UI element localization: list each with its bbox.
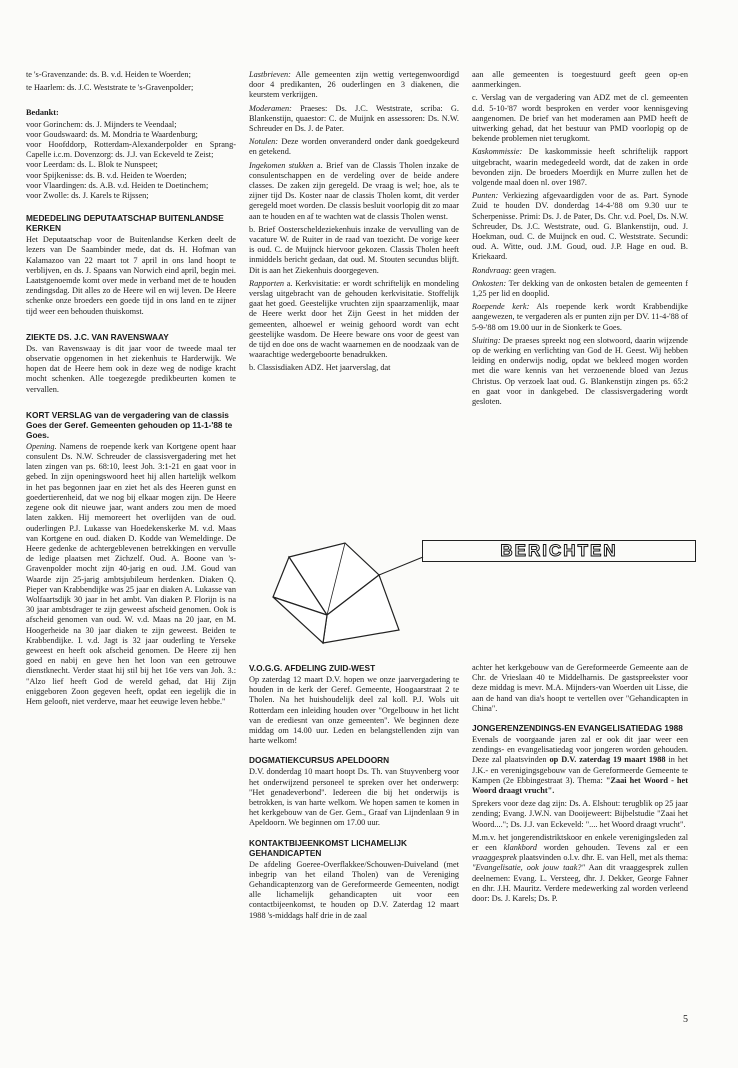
text-run: in het J.K.- en verenigingsgebouw van de Gereformeerde Gemeente te Kampen (2e Ebbingestraat 3). Thema: (472, 755, 688, 785)
bedankt-line: voor Hoofddorp, Rotterdam-Alexanderpolder en Sprang-Capelle i.c.m. Dovenzorg: ds. J.J. van Eckeveld te Zeist; (26, 140, 236, 160)
column-left (26, 70, 236, 710)
item-label: Moderamen: (249, 103, 292, 113)
item-text: c. Verslag van de vergadering van ADZ met de cl. gemeenten d.d. 5-10-'87 wordt besproken en verder voor kennisgeving aangenomen. De brief van het moderamen aan PMD heeft de uitwerking gehad, dat het bestuur van PMD voorlopig op de bekende problemen niet terugkomt. (472, 93, 688, 144)
opening-text: Namens de roepende kerk van Kortgene opent haar consulent Ds. N.W. Schreuder de classisvergadering met het laten zingen van ps. 68:10, leest Joh. 3:1-21 en gaat voor in gebed. In zijn openingswoord heet hij allen hartelijk welkom in het pas begonnen jaar en ziet het als des Heeren gunst en goedertierenheid, dat we nog bij elkaar mogen zijn. De Heere zegene ook dit nieuwe jaar, want anders zou men de moed laten zakken. Hij memoreert het overlijden van de oud. ouderlingen P.J. Lukasse van Hoedekenskerke M. v.d. Maas van Kortgene en oud. diaken D. Kodde van Wemeldinge. De Heere gedenke de achtergeblevenen betrekkingen en vervulle de ledige plaatsen met Zichzelf. Oud. A. Boone van 's-Gravenpolder mocht zijn 40-jarig en oud. J.M. Goud van Waarde zijn 25-jarig ambtsjubileum herdenken. Diaken Q. Pieper van Krabbendijke was 25 jaar en diaken A. Lukasse van Wolfaartsdijk 30 jaar in het ambt. Van diaken P. Florijn is na 30 jaar ambtsdrager te zijn geweest afscheid genomen. Ook is afscheid genomen van oud. W. v.d. Maas na 20 jaar, en M. Hoogerheide na 30 jaar diaken te zijn geweest. Beiden te Krabbendijke. I. v.d. Jagt is 32 jaar ouderling te Yerseke geweest en heeft ook afscheid genomen. De Heere zij hen goed en nabij en geve hen het loon van een getrouwe dienstknecht. Verder staat hij stil bij het 16e vers van Joh. 3.: "Alzo lief heeft God de wereld gehad, dat Hij Zijn eniggeboren Zoon gegeven heeft, opdat een iegelijk die in Hem gelooft, niet verderve, maar het eeuwige leven hebbe." (26, 441, 236, 706)
verslag-item (249, 70, 459, 101)
kontakt-title: KONTAKTBIJEENKOMST LICHAMELIJK GEHANDICAPTEN (249, 837, 407, 858)
verslag-item (472, 266, 688, 276)
bedankt-line: voor Spijkenisse: ds. B. v.d. Heiden te Woerden; (26, 170, 187, 180)
item-label: Lastbrieven: (249, 70, 291, 79)
bedankt-line: voor Zwolle: ds. J. Karels te Rijssen; (26, 191, 149, 201)
verslag-item (249, 225, 459, 276)
column-middle (249, 70, 459, 377)
item-text: a. Brief van de Classis Tholen inzake de consulentschappen en de verdeling over de beide andere classes. De zaken zijn geregeld. De vraag is wel; hoe, als te zijner tijd Ds. Koster naar de classis Tholen komt, dit verder geregeld moet worden. De classis besluit voorlopig dit zo maar aan te houden en af te wachten wat de classis Tholen wenst. (249, 160, 459, 221)
column-right-bottom (472, 663, 688, 907)
column-middle-bottom (249, 663, 459, 924)
text-run: worden gehouden. Tevens zal er een (536, 843, 688, 853)
text-italic: klankbord (503, 843, 537, 853)
berichten-title-box (422, 540, 696, 562)
item-text: Deze worden onveranderd onder dank goedgekeurd en getekend. (249, 137, 459, 157)
verslag-item (249, 137, 459, 157)
column-right (472, 70, 688, 410)
item-label: Onkosten: (472, 278, 507, 288)
verslag-item (472, 279, 688, 299)
kort-verslag-title: KORT VERSLAG van de vergadering van de classis Goes der Geref. Gemeenten gehouden op 11-1-'88 te Goes. (26, 409, 233, 440)
item-text: geen vragen. (511, 265, 557, 275)
item-text: aan alle gemeenten is toegestuurd geeft geen op-en aanmerkingen. (472, 70, 688, 90)
text-run: M.m.v. het jongerendistriktskoor en enkele verenigingsleden zal er een (472, 832, 688, 853)
item-label: Punten: (472, 191, 499, 201)
verslag-item (472, 336, 688, 407)
item-text: De praeses spreekt nog een slotwoord, daarin wijzende op de werking en verlichting van God de H. Geest. Wij hebben leiding en onderwijs nodig, opdat we bekleed mogen worden met die ware kennis van het verzoenende bloed van Jezus Christus. Op verzoek laat oud. G. Blankenstijn zingen ps. 65:2 en gaat voor in dankgebed. De classisvergadering wordt gesloten. (472, 335, 688, 407)
verslag-item (472, 70, 688, 90)
vogg-text: Op zaterdag 12 maart D.V. hopen we onze jaarvergadering te houden in de kerk der Geref. Gemeente, Hoogaarstraat 2 te Tholen. Na het huishoudelijk deel zal koll. P.J. Wols uit Rotterdam een inleiding houden over "Orgelbouw in het licht van de erediesnt van onze gemeenten". We beginnen deze middag om 14.00 uur. Leden en belangstellenden zijn van harte welkom! (249, 675, 459, 746)
envelope-icon (249, 535, 449, 650)
theme-highlight: "Zaai het Woord - het Woord draagt vrucht". (472, 775, 688, 796)
ziekte-text: Ds. van Ravenswaay is dit jaar voor de tweede maal ter observatie opgenomen in het ziekenhuis te Harderwijk. We hopen dat de Heere hem ook in deze weg de nodige kracht mocht schenken. Alle toegezegde predikbeurten komen te vervallen. (26, 343, 236, 394)
item-text: De kaskommissie heeft schriftelijk rapport uitgebracht, waarin medegedeeld wordt, dat de zaken in orde bevonden zijn. De broeders Moerdijk en Murre zullen het de volgende maal doen nl. over 1987. (472, 147, 688, 188)
text-run: Aan dit vraaggesprek zullen deelnemen: Evang. L. Versteeg, dhr. J. Dekker, George Fahner en dhr. J.H. Mauritz. Verdere medewerking zal worden verleend door: Ds. J. Karels; Ds. P. (472, 863, 688, 904)
item-text: Alle gemeenten zijn wettig vertegenwoordigd door 4 predikanten, 26 ouderlingen en 3 diakenen, die keurstem verkrijgen. (249, 70, 459, 100)
item-text: Ter dekking van de onkosten betalen de gemeenten f 1,25 per lid en dooplid. (472, 278, 688, 299)
kontakt-text: De afdeling Goeree-Overflakkee/Schouwen-Duiveland (met inbegrip van het eiland Tholen) van de Vereniging Gehandicaptenzorg van de Gereformeerde Gemeenten, nodigt alle lichamelijk gehandicapten uit voor een contactbijeenkomst, te houden op D.V. Zaterdag 12 maart 1988 's-middags half drie in de zaal (249, 859, 459, 920)
item-label: Sluiting: (472, 335, 501, 345)
verslag-item (472, 302, 688, 333)
kontakt-continued: achter het kerkgebouw van de Gereformeerde Gemeente aan de Chr. de Vrieslaan 40 te Middelharnis. De gastspreekster voor deze middag is mevr. M.A. Mijnders-van Woerden uit Lisse, die aan de hand van dia's hoopt te vertellen over "Gehandicapten in China". (472, 663, 688, 713)
bedankt-line: voor Gorinchem: ds. J. Mijnders te Veendaal; (26, 119, 177, 129)
jongeren-paragraph-2: Sprekers voor deze dag zijn: Ds. A. Elshout: terugblik op 25 jaar zending; Evang. J.W.N. van Dooijeweert: Bijbelstudie "Zaai het Woord...."; Ds. J.J. van Eckeveld: ".... het Woord draagt vrucht". (472, 799, 688, 829)
item-text: b. Brief Oosterscheldeziekenhuis inzake de vervulling van de vacature W. de Ruiter in de raad van toezicht. De vorige keer is oud. C. de Muijnck hiervoor gekozen. Classis Tholen heeft inmiddels bericht gedaan, dat oud. M. Stouten secundus blijft. Dit is aan het Ziekenhuis doorgegeven. (249, 224, 459, 275)
verslag-item (249, 279, 459, 361)
verslag-item (472, 147, 688, 188)
date-highlight: op D.V. zaterdag 19 maart 1988 (549, 755, 666, 765)
opening-paragraph (26, 442, 236, 707)
item-label: Rapporten (249, 278, 285, 288)
bedankt-line: voor Vlaardingen: ds. A.B. v.d. Heiden te Doetinchem; (26, 180, 209, 190)
dogma-text: D.V. donderdag 10 maart hoopt Ds. Th. van Stuyvenberg voor het onderwijzend personeel te spreken over het onderwerp: "Het genadeverbond". Iedereen die bij het onderwijs is betrokken, is van harte welkom. We hopen samen te komen in het kerkgebouw van de Ger. Gem., Graaf van Lijndenlaan 9 in Apeldoorn. We beginnen om 17.00 uur. (249, 767, 459, 828)
item-label: Rondvraag: (472, 265, 512, 275)
item-label: Roepende kerk: (472, 302, 530, 312)
dogma-title: DOGMATIEKCURSUS APELDOORN (249, 755, 390, 766)
item-label: Notulen: (249, 137, 279, 147)
text-italic: "Evangelisatie, ook jouw taak?" (472, 863, 586, 873)
verslag-item (472, 93, 688, 144)
page-number: 5 (683, 1014, 688, 1025)
opening-label: Opening. (26, 441, 57, 451)
item-text: Als roepende kerk wordt Krabbendijke aangewezen, te vergaderen als er punten zijn per DV. 11-4-'88 of 5-9-'88 om 19.00 uur in de Sionkerk te Goes. (472, 302, 688, 332)
intro-line: te Haarlem: ds. J.C. Weststrate te 's-Gravenpolder; (26, 83, 194, 93)
text-run: Evenals de voorgaande jaren zal er ook dit jaar weer een zendings- en evangelisatiedag voor jongeren worden gehouden. Deze zal plaatsvinden (472, 735, 688, 765)
item-text: a. Kerkvisitatie: er wordt schriftelijk en mondeling verslag uitgebracht van de gehouden kerkvisitatie. Stoffelijk gaat het goed. Geestelijke vruchten zijn spaarzamenlijk, maar de Heere werkt door het Zijn Geest in het midden der gemeenten, alhoewel er weinig gehoord wordt van echt geestelijke wasdom. De Heere beware ons voor de geest van de tijd en doe ons de wacht waarnemen en de noodzaak van de waarachtige wedergeboorte benadrukken. (249, 278, 459, 360)
verslag-item (249, 363, 459, 373)
verslag-item (472, 191, 688, 262)
item-text: Praeses: Ds. J.C. Weststrate, scriba: G. Blankenstijn, quaestor: C. de Muijnk en assessoren: Ds. N.W. Schreuder en Ds. J. de Pater. (249, 103, 459, 134)
verslag-item (249, 161, 459, 222)
bedankt-heading: Bedankt: (26, 108, 59, 118)
text-run: plaatsvinden o.l.v. dhr. E. van Hell, met als thema: (516, 853, 688, 863)
verslag-item (249, 104, 459, 135)
intro-line: te 's-Gravenzande: ds. B. v.d. Heiden te Woerden; (26, 70, 191, 79)
jongeren-title: JONGERENZENDINGS-EN EVANGELISATIEDAG 1988 (472, 723, 683, 734)
bedankt-line: voor Leerdam: ds. L. Blok te Nunspeet; (26, 160, 158, 170)
berichten-title: BERICHTEN (500, 541, 618, 560)
item-label: Kaskommissie: (472, 147, 523, 157)
vogg-title: V.O.G.G. AFDELING ZUID-WEST (249, 663, 376, 673)
jongeren-paragraph-3 (472, 833, 688, 904)
item-text: Verkiezing afgevaardigden voor de as. Part. Synode Zuid te houden DV. donderdag 14-4-'88 om 9.30 uur te Scherpenisse. Primi: Ds. J. de Pater, Ds. Chr. v.d. Poel, Ds. N.W. Schreuder, Ds. J.C. Weststrate, oud. G. Blankenstijn, oud. J. Hoekman, oud. C. de Muijnck en oud. C. Weststrate. Secundi: oud. A. Witte, oud. J.M. Goud, oud. J.P. Hage en oud. B. Kriekaard. (472, 191, 688, 262)
bedankt-line: voor Goudswaard: ds. M. Mondria te Waardenburg; (26, 129, 198, 139)
jongeren-paragraph-1 (472, 735, 688, 796)
ziekte-title: ZIEKTE DS. J.C. VAN RAVENSWAAY (26, 331, 169, 342)
deputaat-text: Het Deputaatschap voor de Buitenlandse Kerken deelt de lezers van De Saambinder mede, dat ds. H. Hofman van Kalamazoo van 22 maart tot 7 april in ons land hoopt te verblijven, en ds. J. Spaans van Norwich eind april, begin mei. Laatstgenoemde komt over mede in verband met de te houden zendingsdag. Dit alles zo de Heere wil en wij leven. De Heere schenke onze broeders een goede tijd in ons land en te zijner tijd weer een behouden thuiskomst. (26, 235, 236, 316)
item-label: Ingekomen stukken (249, 160, 314, 170)
deputaat-title: MEDEDELING DEPUTAATSCHAP BUITENLANDSE KERKEN (26, 213, 224, 234)
item-text: b. Classisdiaken ADZ. Het jaarverslag, dat (249, 363, 391, 373)
text-italic: vraaggesprek (472, 853, 517, 863)
